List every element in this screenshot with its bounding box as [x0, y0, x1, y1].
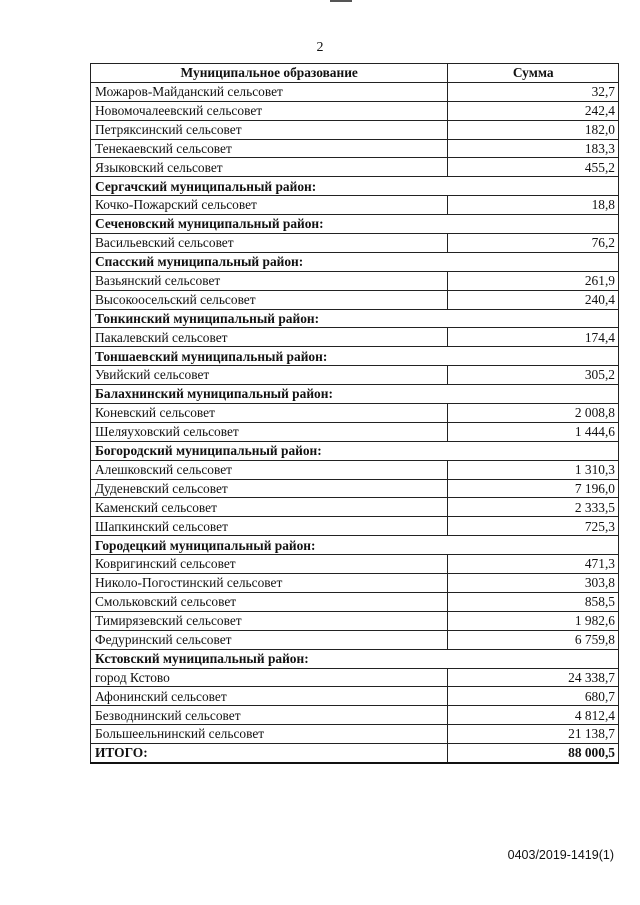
table-row: [91, 120, 619, 139]
table-row: [91, 196, 619, 215]
municipality-sum: 858,5: [448, 592, 619, 611]
table-row: [91, 271, 619, 290]
district-sum-empty: [448, 385, 619, 404]
municipality-sum: 174,4: [448, 328, 619, 347]
municipality-sum: 1 982,6: [448, 611, 619, 630]
header-municipality: Муниципальное образование: [91, 64, 448, 83]
table-header-row: [91, 64, 619, 83]
municipality-name: Кочко-Пожарский сельсовет: [91, 196, 448, 215]
table-row: [91, 158, 619, 177]
municipality-sum: 2 008,8: [448, 404, 619, 423]
table-row: [91, 611, 619, 630]
municipality-sum: 240,4: [448, 290, 619, 309]
municipality-name: Коневский сельсовет: [91, 404, 448, 423]
municipality-sum: 1 444,6: [448, 422, 619, 441]
municipality-sum: 242,4: [448, 101, 619, 120]
district-row: [91, 347, 619, 366]
table-row: [91, 687, 619, 706]
municipality-sum: 680,7: [448, 687, 619, 706]
total-label: ИТОГО:: [91, 744, 448, 763]
municipality-name: город Кстово: [91, 668, 448, 687]
table-row: [91, 139, 619, 158]
municipality-sum: 182,0: [448, 120, 619, 139]
table-row: [91, 725, 619, 744]
municipality-name: Языковский сельсовет: [91, 158, 448, 177]
district-name: Кстовский муниципальный район:: [91, 649, 448, 668]
table-row: [91, 668, 619, 687]
table-row: [91, 290, 619, 309]
district-row: [91, 177, 619, 196]
municipality-sum: 305,2: [448, 366, 619, 385]
municipality-name: Шапкинский сельсовет: [91, 517, 448, 536]
total-row: [91, 744, 619, 763]
municipality-name: Смольковский сельсовет: [91, 592, 448, 611]
scan-mark: [330, 0, 352, 2]
municipality-name: Каменский сельсовет: [91, 498, 448, 517]
municipality-name: Увийский сельсовет: [91, 366, 448, 385]
district-name: Сеченовский муниципальный район:: [91, 215, 448, 234]
district-row: [91, 649, 619, 668]
municipality-sum: 6 759,8: [448, 630, 619, 649]
municipality-sum: 303,8: [448, 574, 619, 593]
municipality-sum: 261,9: [448, 271, 619, 290]
municipality-name: Пакалевский сельсовет: [91, 328, 448, 347]
budget-table: [90, 63, 619, 764]
district-name: Тоншаевский муниципальный район:: [91, 347, 448, 366]
table-row: [91, 479, 619, 498]
municipality-name: Тенекаевский сельсовет: [91, 139, 448, 158]
table-row: [91, 460, 619, 479]
municipality-name: Васильевский сельсовет: [91, 234, 448, 253]
page-number: 2: [316, 40, 324, 55]
district-sum-empty: [448, 441, 619, 460]
table-row: [91, 422, 619, 441]
district-sum-empty: [448, 649, 619, 668]
table-row: [91, 82, 619, 101]
municipality-sum: 455,2: [448, 158, 619, 177]
municipality-name: Безводнинский сельсовет: [91, 706, 448, 725]
municipality-sum: 2 333,5: [448, 498, 619, 517]
district-name: Тонкинский муниципальный район:: [91, 309, 448, 328]
municipality-name: Большеельнинский сельсовет: [91, 725, 448, 744]
municipality-sum: 725,3: [448, 517, 619, 536]
municipality-name: Можаров-Майданский сельсовет: [91, 82, 448, 101]
table-row: [91, 592, 619, 611]
district-row: [91, 536, 619, 555]
document-code: 0403/2019-1419(1): [507, 848, 614, 862]
municipality-name: Вазьянский сельсовет: [91, 271, 448, 290]
table-row: [91, 101, 619, 120]
table-row: [91, 574, 619, 593]
municipality-sum: 24 338,7: [448, 668, 619, 687]
municipality-name: Шеляуховский сельсовет: [91, 422, 448, 441]
district-row: [91, 252, 619, 271]
table-row: [91, 328, 619, 347]
municipality-sum: 21 138,7: [448, 725, 619, 744]
municipality-name: Алешковский сельсовет: [91, 460, 448, 479]
table-row: [91, 234, 619, 253]
municipality-name: Николо-Погостинский сельсовет: [91, 574, 448, 593]
municipality-name: Новомочалеевский сельсовет: [91, 101, 448, 120]
table-row: [91, 630, 619, 649]
municipality-sum: 4 812,4: [448, 706, 619, 725]
total-sum: 88 000,5: [448, 744, 619, 763]
district-sum-empty: [448, 536, 619, 555]
district-name: Спасский муниципальный район:: [91, 252, 448, 271]
table-row: [91, 498, 619, 517]
district-sum-empty: [448, 309, 619, 328]
district-row: [91, 441, 619, 460]
municipality-name: Петряксинский сельсовет: [91, 120, 448, 139]
table-row: [91, 706, 619, 725]
district-row: [91, 215, 619, 234]
district-name: Богородский муниципальный район:: [91, 441, 448, 460]
municipality-sum: 7 196,0: [448, 479, 619, 498]
table-row: [91, 404, 619, 423]
table-row: [91, 517, 619, 536]
municipality-sum: 183,3: [448, 139, 619, 158]
municipality-sum: 1 310,3: [448, 460, 619, 479]
district-row: [91, 309, 619, 328]
municipality-name: Афонинский сельсовет: [91, 687, 448, 706]
municipality-name: Высокоосельский сельсовет: [91, 290, 448, 309]
district-sum-empty: [448, 252, 619, 271]
district-sum-empty: [448, 215, 619, 234]
header-sum: Сумма: [448, 64, 619, 83]
district-name: Балахнинский муниципальный район:: [91, 385, 448, 404]
table-body: [91, 82, 619, 743]
municipality-name: Тимирязевский сельсовет: [91, 611, 448, 630]
municipality-name: Федуринский сельсовет: [91, 630, 448, 649]
municipality-sum: 76,2: [448, 234, 619, 253]
municipality-sum: 471,3: [448, 555, 619, 574]
table-row: [91, 366, 619, 385]
district-row: [91, 385, 619, 404]
district-sum-empty: [448, 347, 619, 366]
district-sum-empty: [448, 177, 619, 196]
district-name: Городецкий муниципальный район:: [91, 536, 448, 555]
table-row: [91, 555, 619, 574]
municipality-name: Ковригинский сельсовет: [91, 555, 448, 574]
municipality-name: Дуденевский сельсовет: [91, 479, 448, 498]
district-name: Сергачский муниципальный район:: [91, 177, 448, 196]
municipality-sum: 32,7: [448, 82, 619, 101]
municipality-sum: 18,8: [448, 196, 619, 215]
